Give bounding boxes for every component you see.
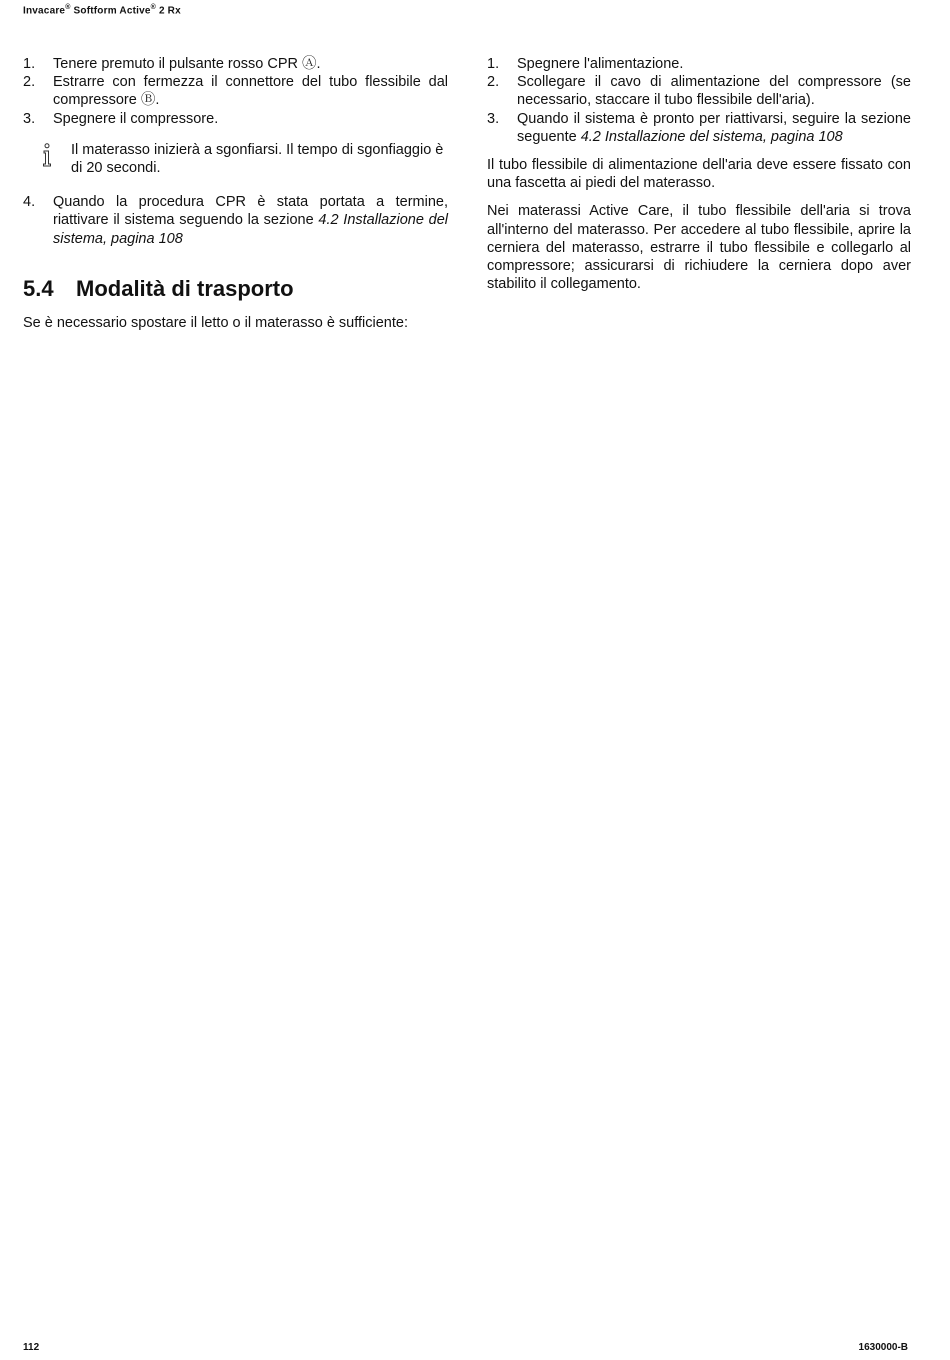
- step-number: 2.: [23, 74, 36, 91]
- registered-mark: ®: [65, 4, 71, 11]
- section-title: Modalità di trasporto: [76, 275, 294, 301]
- section-heading: [23, 276, 448, 302]
- running-header: [23, 4, 181, 16]
- info-icon: [23, 141, 71, 177]
- step-item: [487, 55, 911, 73]
- step-item: [23, 55, 448, 73]
- step-item: [23, 110, 448, 128]
- section-number: 5.4: [23, 275, 54, 301]
- step-text: [53, 193, 448, 248]
- right-column: [487, 55, 911, 303]
- step-number: 3.: [23, 110, 36, 127]
- step-item: [487, 110, 911, 146]
- cross-reference-link[interactable]: 4.2 Installazione del sistema, pagina 108: [53, 212, 448, 247]
- note-text: Il materasso inizierà a sgonfiarsi. Il tempo di sgonfiaggio è di 20 secondi.: [71, 141, 444, 177]
- step-item: [23, 193, 448, 248]
- header-product: Softform Active: [70, 5, 151, 17]
- step-number: 1.: [23, 56, 36, 72]
- registered-mark: ®: [150, 4, 156, 11]
- step-item: [487, 73, 911, 109]
- page-number: 112: [23, 1342, 40, 1353]
- step-body: Quando il sistema è pronto per riattivarsi, seguire la sezione seguente: [517, 110, 911, 145]
- step-text: Estrarre con fermezza il connettore del tubo flessibile dal compressore Ⓑ.: [53, 74, 448, 109]
- step-text: Spegnere il compressore.: [53, 110, 219, 127]
- paragraph: Il tubo flessibile di alimentazione dell'aria deve essere fissato con una fascetta ai piedi del materasso.: [487, 157, 911, 192]
- step-text: Scollegare il cavo di alimentazione del compressore (se necessario, staccare il tubo flessibile dell'aria).: [517, 74, 911, 109]
- header-brand: Invacare: [23, 5, 66, 17]
- step-text: [517, 110, 911, 146]
- step-text: Spegnere l'alimentazione.: [517, 56, 684, 72]
- left-column: [23, 55, 448, 342]
- step-text: Tenere premuto il pulsante rosso CPR Ⓐ.: [53, 56, 321, 72]
- document-code: 1630000-B: [858, 1342, 908, 1353]
- step-body: Quando la procedura CPR è stata portata a termine, riattivare il sistema seguendo la sezione: [53, 194, 448, 229]
- step-number: 4.: [23, 194, 36, 211]
- paragraph: Nei materassi Active Care, il tubo flessibile dell'aria si trova all'interno del materasso. Per accedere al tubo flessibile, aprire la cerniera del materasso, estrarre il tubo flessibile e collegarlo al compressore; assicurarsi di richiudere la cerniera dopo aver stabilito il collegamento.: [487, 203, 911, 293]
- header-model: 2 Rx: [155, 5, 181, 17]
- info-note: [23, 141, 448, 177]
- step-number: 1.: [487, 56, 500, 72]
- step-item: [23, 73, 448, 109]
- step-number: 3.: [487, 110, 500, 127]
- intro-paragraph: Se è necessario spostare il letto o il materasso è sufficiente:: [23, 314, 408, 331]
- cross-reference-link[interactable]: 4.2 Installazione del sistema, pagina 108: [580, 128, 843, 145]
- step-number: 2.: [487, 74, 500, 91]
